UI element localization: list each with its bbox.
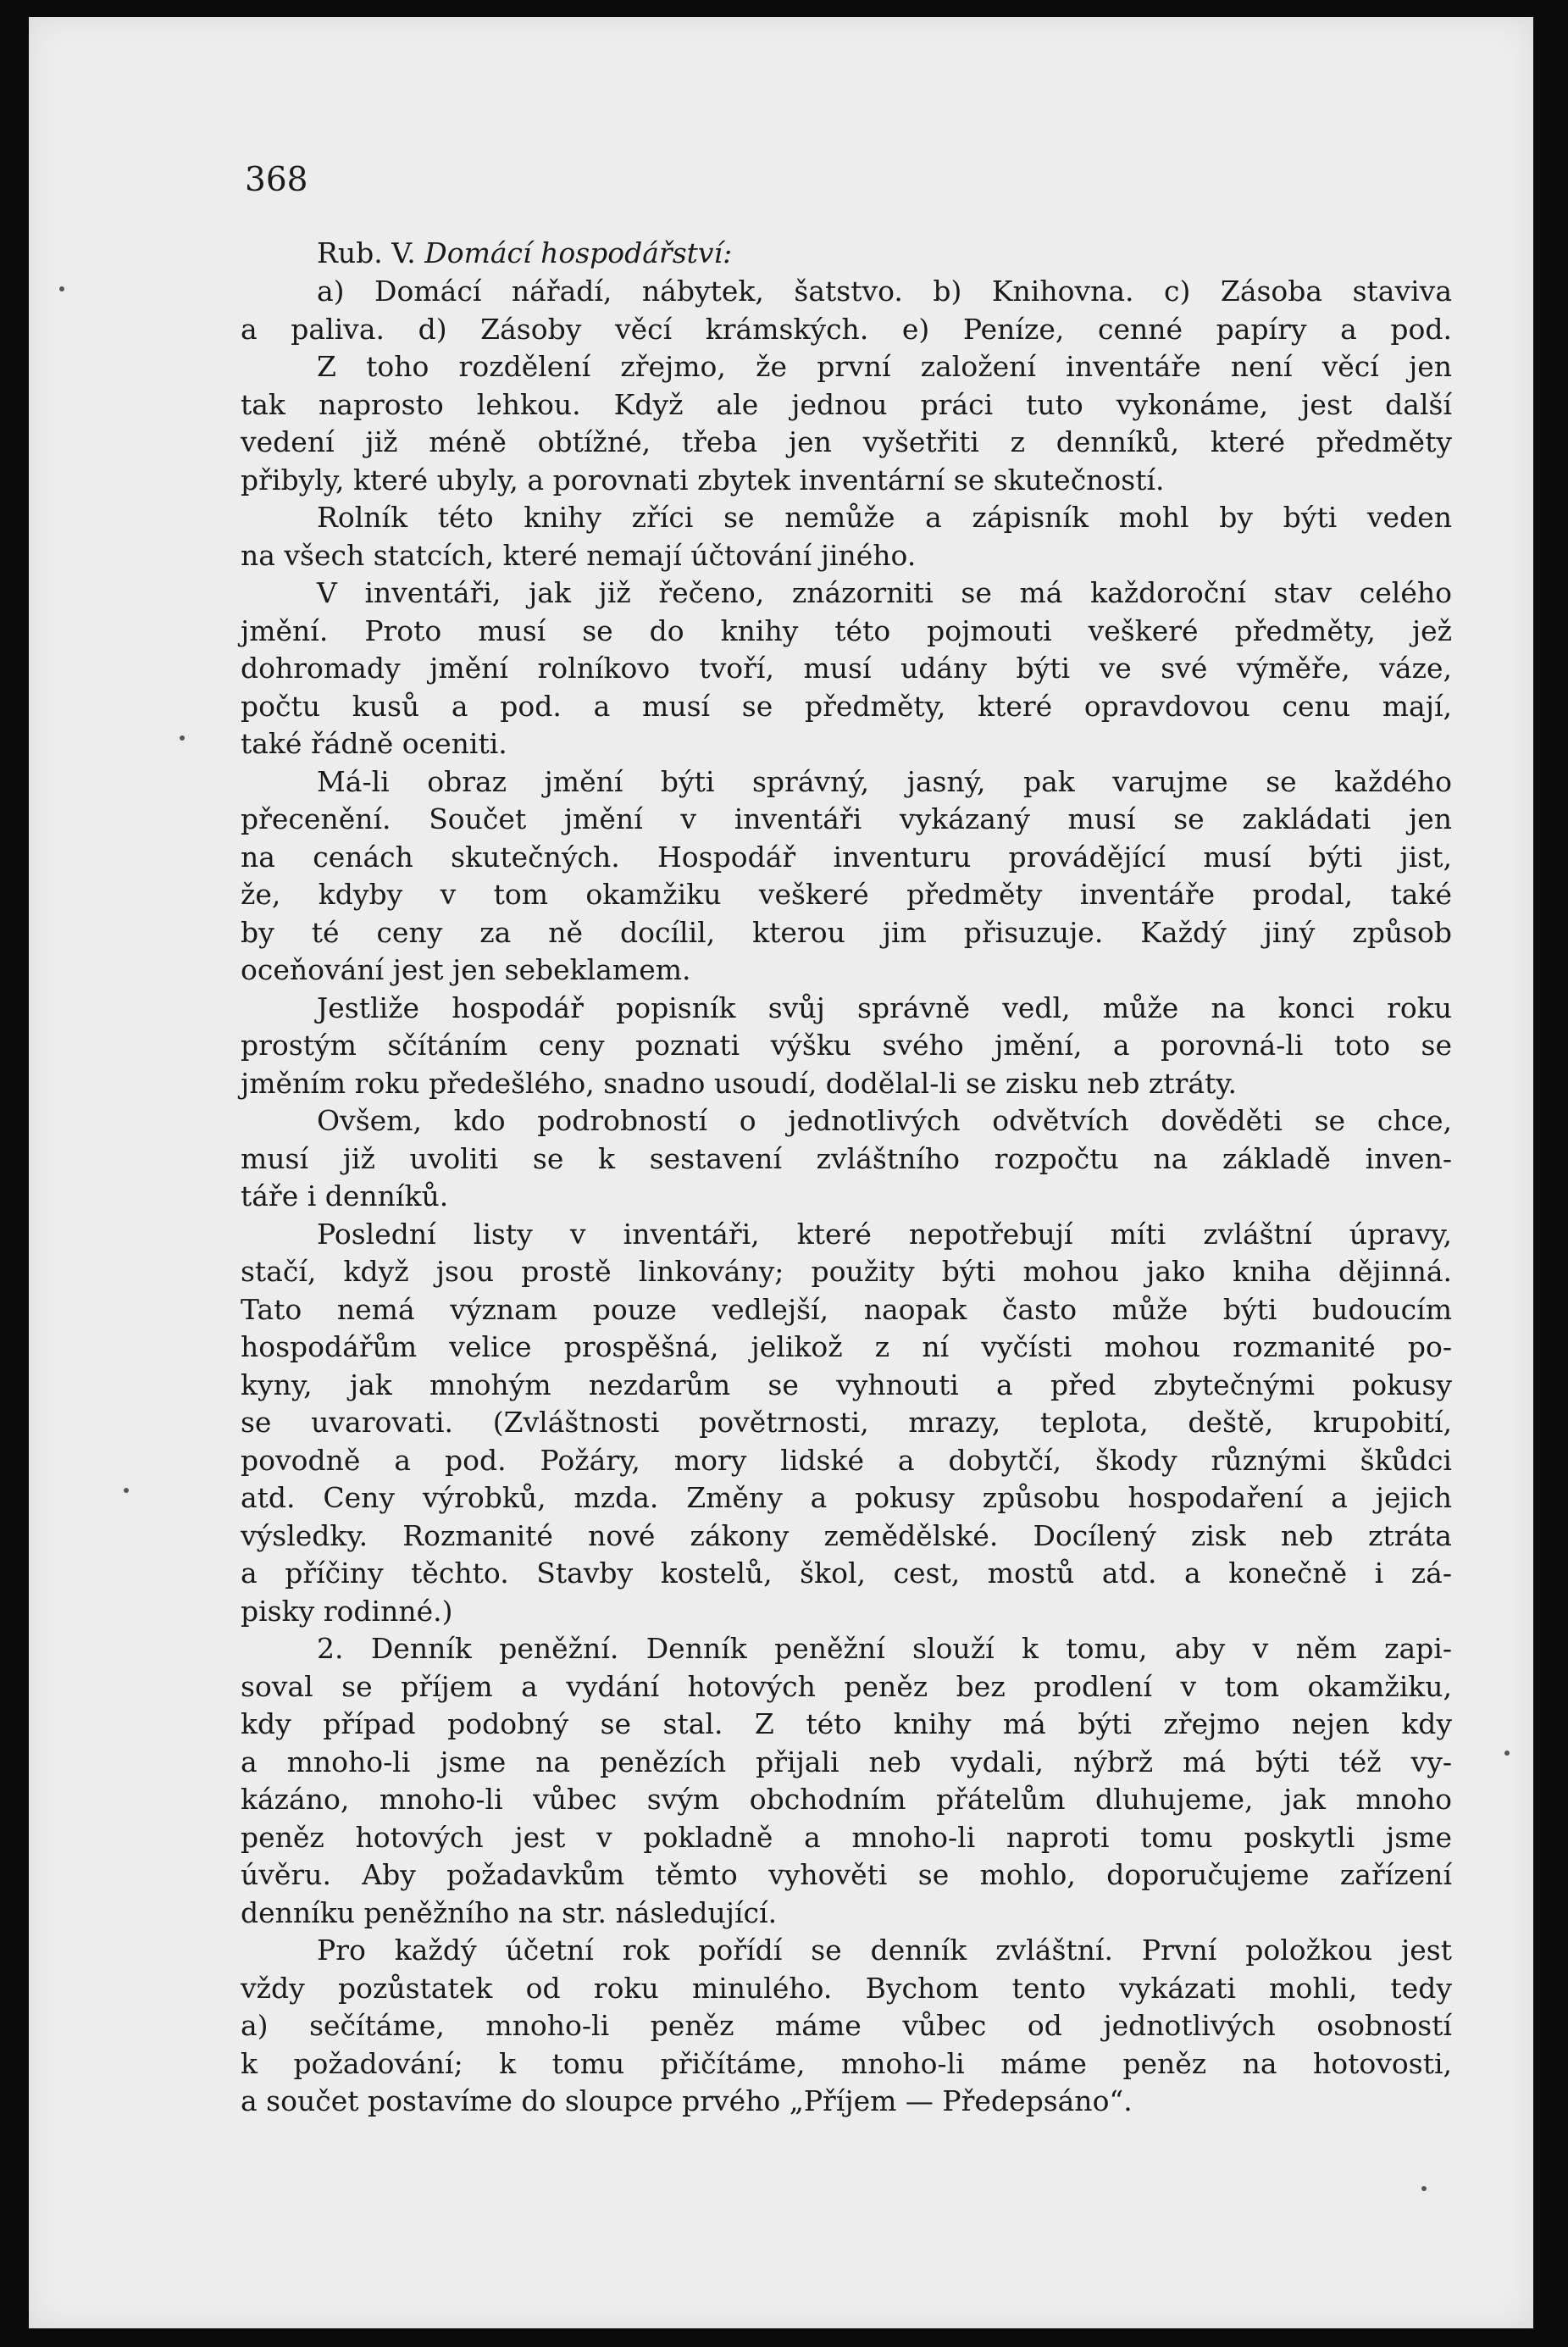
text-line: vždy pozůstatek od roku minulého. Bychom tento vykázati mohli, tedy: [241, 1972, 1452, 2005]
text-line: Jestliže hospodář popisník svůj správně vedl, může na konci roku: [317, 991, 1452, 1024]
text-line: hospodářům velice prospěšná, jelikož z ní vyčísti mohou rozmanité po-: [241, 1330, 1452, 1363]
text-line: prostým sčítáním ceny poznati výšku svého jmění, a porovná-li toto se: [241, 1029, 1452, 1062]
page-number: 368: [245, 161, 308, 199]
text-line: Poslední listy v inventáři, které nepotřebují míti zvláštní úpravy,: [317, 1218, 1452, 1251]
text-line: by té ceny za ně docílil, kterou jim přisuzuje. Každý jiný způsob: [241, 916, 1452, 949]
text-line: a součet postavíme do sloupce prvého „Příjem — Předepsáno“.: [241, 2084, 1133, 2117]
text-line: stačí, když jsou prostě linkovány; použity býti mohou jako kniha dějinná.: [241, 1255, 1452, 1288]
text-line: jměním roku předešlého, snadno usoudí, dodělal-li se zisku neb ztráty.: [241, 1067, 1238, 1100]
text-line: Ovšem, kdo podrobností o jednotlivých odvětvích dověděti se chce,: [317, 1104, 1452, 1137]
text-line: peněz hotových jest v pokladně a mnoho-li naproti tomu poskytli jsme: [241, 1821, 1452, 1854]
text-line: k požadování; k tomu přičítáme, mnoho-li máme peněz na hotovosti,: [241, 2047, 1452, 2080]
text-line: povodně a pod. Požáry, mory lidské a dobytčí, škody různými škůdci: [241, 1444, 1452, 1477]
text-line: kázáno, mnoho-li vůbec svým obchodním přátelům dluhujeme, jak mnoho: [241, 1783, 1452, 1816]
book-page: [29, 17, 1533, 2328]
text-line: a) Domácí nářadí, nábytek, šatstvo. b) Knihovna. c) Zásoba staviva: [317, 275, 1452, 308]
text-line: počtu kusů a pod. a musí se předměty, které opravdovou cenu mají,: [241, 690, 1452, 723]
text-line: na všech statcích, které nemají účtování jiného.: [241, 539, 917, 572]
scan-speck: [59, 286, 64, 291]
text-line: že, kdyby v tom okamžiku veškeré předměty inventáře prodal, také: [241, 878, 1452, 911]
rubric-title: Domácí hospodářství:: [424, 236, 733, 269]
text-line: na cenách skutečných. Hospodář inventuru provádějící musí býti jist,: [241, 841, 1452, 874]
scan-speck: [1421, 2186, 1427, 2191]
text-line: denníku peněžního na str. následující.: [241, 1896, 778, 1929]
text-line: a) sečítáme, mnoho-li peněz máme vůbec od jednotlivých osobností: [241, 2009, 1452, 2042]
text-line: se uvarovati. (Zvláštnosti povětrnosti, mrazy, teplota, deště, krupobití,: [241, 1406, 1452, 1439]
text-line: výsledky. Rozmanité nové zákony zemědělské. Docílený zisk neb ztráta: [241, 1519, 1452, 1552]
text-line: úvěru. Aby požadavkům těmto vyhověti se mohlo, doporučujeme zařízení: [241, 1858, 1452, 1891]
text-line: Rolník této knihy zříci se nemůže a zápisník mohl by býti veden: [317, 501, 1452, 534]
rubric-heading: [317, 235, 1452, 272]
scan-speck: [180, 735, 185, 741]
text-line: Pro každý účetní rok pořídí se denník zvláštní. První položkou jest: [317, 1934, 1452, 1967]
text-line: přecenění. Součet jmění v inventáři vykázaný musí se zakládati jen: [241, 802, 1452, 835]
text-line: kdy případ podobný se stal. Z této knihy má býti zřejmo nejen kdy: [241, 1707, 1452, 1740]
text-line: Z toho rozdělení zřejmo, že první založení inventáře není věcí jen: [317, 350, 1452, 383]
text-line: soval se příjem a vydání hotových peněz bez prodlení v tom okamžiku,: [241, 1670, 1452, 1703]
text-line: oceňování jest jen sebeklamem.: [241, 953, 691, 986]
text-line: také řádně oceniti.: [241, 727, 507, 760]
text-line: jmění. Proto musí se do knihy této pojmouti veškeré předměty, jež: [241, 614, 1452, 647]
text-line: V inventáři, jak již řečeno, znázorniti se má každoroční stav celého: [317, 576, 1452, 609]
text-line: a mnoho-li jsme na penězích přijali neb vydali, nýbrž má býti též vy-: [241, 1745, 1452, 1778]
text-line: Má-li obraz jmění býti správný, jasný, pak varujme se každého: [317, 765, 1452, 798]
text-line: táře i denníků.: [241, 1179, 449, 1212]
text-line: přibyly, které ubyly, a porovnati zbytek inventární se skutečností.: [241, 463, 1165, 497]
text-line: Tato nemá význam pouze vedlejší, naopak často může býti budoucím: [241, 1293, 1452, 1326]
text-line: a paliva. d) Zásoby věcí krámských. e) Peníze, cenné papíry a pod.: [241, 313, 1452, 346]
text-line: atd. Ceny výrobků, mzda. Změny a pokusy způsobu hospodaření a jejich: [241, 1481, 1452, 1514]
text-line: pisky rodinné.): [241, 1595, 453, 1628]
scan-speck: [1504, 1751, 1510, 1756]
text-line: kyny, jak mnohým nezdarům se vyhnouti a před zbytečnými pokusy: [241, 1368, 1452, 1401]
text-line: dohromady jmění rolníkovo tvoří, musí udány býti ve své výměře, váze,: [241, 652, 1452, 685]
text-line: musí již uvoliti se k sestavení zvláštního rozpočtu na základě inven-: [241, 1142, 1452, 1175]
rubric-prefix: Rub. V.: [317, 236, 425, 269]
text-line: vedení již méně obtížné, třeba jen vyšetřiti z denníků, které předměty: [241, 425, 1452, 458]
scan-speck: [124, 1488, 129, 1493]
text-line: tak naprosto lehkou. Když ale jednou práci tuto vykonáme, jest další: [241, 388, 1452, 421]
text-line: 2. Denník peněžní. Denník peněžní slouží k tomu, aby v něm zapi-: [317, 1632, 1452, 1665]
text-line: a příčiny těchto. Stavby kostelů, škol, cest, mostů atd. a konečně i zá-: [241, 1556, 1452, 1590]
